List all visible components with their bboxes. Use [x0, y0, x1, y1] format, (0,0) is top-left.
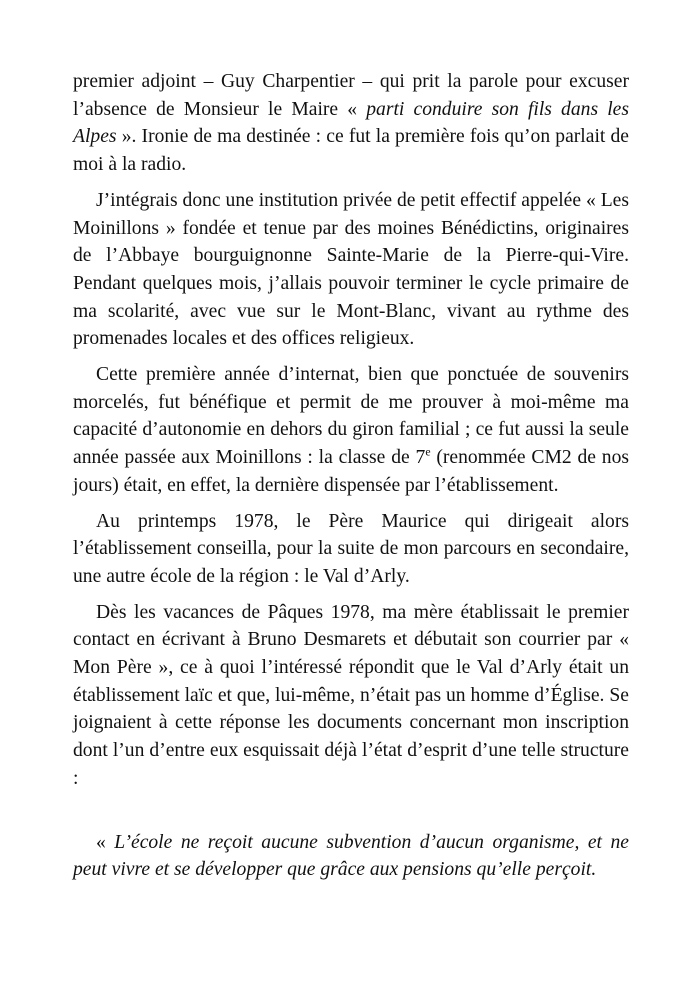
paragraph-1-text-start: premier adjoint – Guy Charpentier – qui prit la parole pour excuser l’absence de Monsieur le Maire « — [73, 71, 629, 120]
quote-open-mark: « — [96, 831, 115, 853]
paragraph-1-text-end: ». Ironie de ma destinée : ce fut la première fois qu’on parlait de moi à la radio. — [73, 126, 629, 176]
paragraph-4 — [73, 508, 629, 591]
book-page — [73, 68, 629, 904]
paragraph-1 — [73, 68, 629, 179]
paragraph-1-italic-quote: parti conduire son fils dans les Alpes — [73, 98, 629, 148]
quote-text: L’école ne reçoit aucune subvention d’aucun organisme, et ne peut vivre et se développer que grâce aux pensions qu’elle perçoit. — [73, 831, 629, 881]
ordinal-superscript: e — [425, 445, 431, 459]
paragraph-2 — [73, 187, 629, 353]
paragraph-3 — [73, 361, 629, 500]
paragraph-5 — [73, 599, 629, 793]
paragraph-2-text: J’intégrais donc une institution privée de petit effectif appelée « Les Moinillons » fondée et tenue par des moines Bénédictins, originaires de l’Abbaye bourguignonne Sainte-Marie de la Pierre-qui-Vire. Pendant quelques mois, j’allais pouvoir terminer le cycle primaire de ma scolarité, avec vue sur le Mont-Blanc, vivant au rythme des promenades locales et des offices religieux. — [73, 189, 629, 350]
paragraph-4-text: Au printemps 1978, le Père Maurice qui dirigeait alors l’établissement conseilla, pour la suite de mon parcours en secondaire, une autre école de la région : le Val d’Arly. — [73, 510, 629, 587]
paragraph-3-text-end: (renommée CM2 de nos jours) était, en effet, la dernière dispensée par l’établissement. — [73, 447, 630, 496]
block-quote — [73, 829, 629, 884]
paragraph-5-text: Dès les vacances de Pâques 1978, ma mère établissait le premier contact en écrivant à Bruno Desmarets et débutait son courrier par « Mon Père », ce à quoi l’intéressé répondit que le Val d’Arly était un établissement laïc et que, lui-même, n’était pas un homme d’Église. Se joignaient à cette réponse les documents concernant mon inscription dont l’un d’entre eux esquissait déjà l’état d’esprit d’une telle structure : — [73, 601, 629, 789]
paragraph-3-text-start: Cette première année d’internat, bien que ponctuée de souvenirs morcelés, fut bénéfique et permit de me prouver à moi-même ma capacité d’autonomie en dehors du giron familial ; ce fut aussi la seule année passée aux Moinillons : la classe de 7 — [73, 364, 629, 469]
